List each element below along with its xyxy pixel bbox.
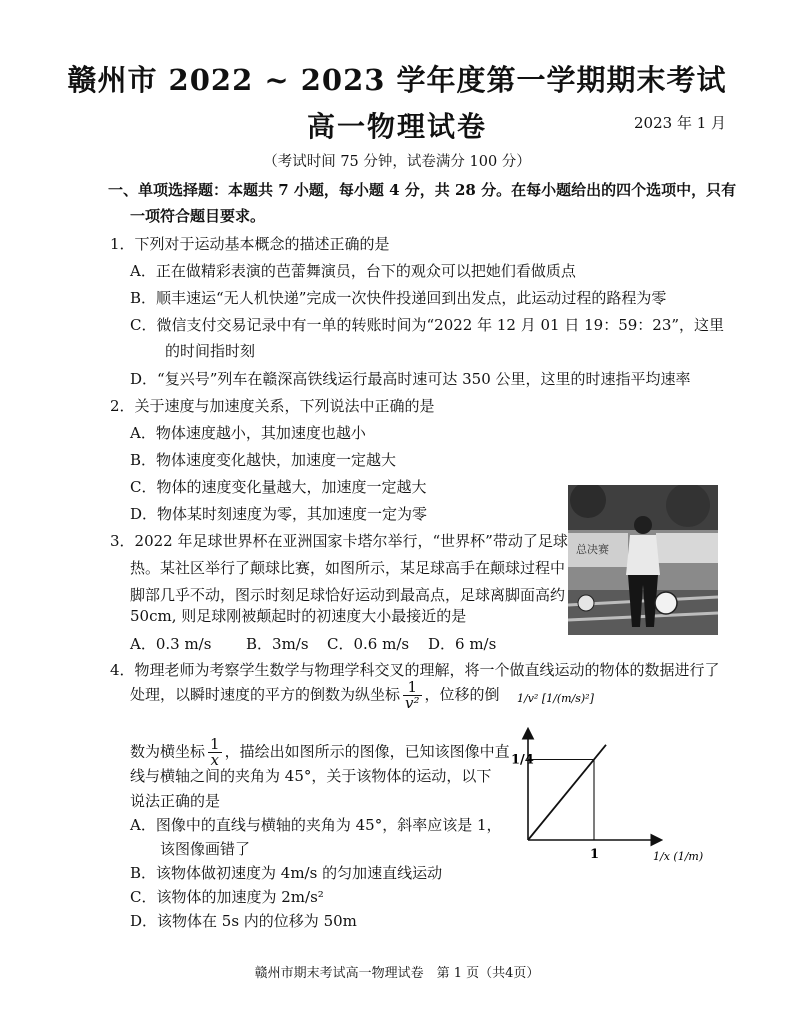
q1-option-d: D．“复兴号”列车在赣深高铁线运行最高时速可达 350 公里，这里的时速指平均速率 [130,370,691,388]
inv-v2-fraction [403,680,422,711]
x-axis-label: 1/x (1/m) [653,850,704,863]
q4-option-b: B．该物体做初速度为 4m/s 的匀加速直线运动 [130,864,443,882]
q4-graph [505,690,715,870]
q2-option-a: A．物体速度越小，其加速度也越小 [130,424,366,442]
q4-option-d: D．该物体在 5s 内的位移为 50m [130,912,357,930]
fraction-numerator: 1 [403,680,422,696]
section-heading: 一、单项选择题：本题共 7 小题，每小题 4 分，共 28 分。在每小题给出的四个选项中，只有 [108,181,737,199]
exam-subtitle: 高一物理试卷 [306,110,487,143]
q2-option-d: D．物体某时刻速度为零，其加速度一定为零 [130,505,428,523]
q1-option-b: B．顺丰速运“无人机快递”完成一次快件投递回到出发点，此运动过程的路程为零 [130,289,667,307]
q3-line-3: 脚部几乎不动，图示时刻足球恰好运动到最高点，足球离脚面高约 [130,586,566,604]
q1-option-c-cont: 的时间指时刻 [165,342,256,360]
q2-option-b: B．物体速度变化越快，加速度一定越大 [130,451,397,469]
q1-stem: 1．下列对于运动基本概念的描述正确的是 [110,235,390,253]
page-footer: 赣州市期末考试高一物理试卷 第 1 页（共4页） [254,966,540,981]
football-player-photo [568,485,718,635]
q4-line-1: 4．物理老师为考察学生数学与物理学科交叉的理解，将一个做直线运动的物体的数据进行了 [110,661,720,679]
q1-option-a: A．正在做精彩表演的芭蕾舞演员，台下的观众可以把她们看做质点 [130,262,576,280]
photo-banner-text: 总决赛 [576,543,609,556]
q4-line-3-text-b: ，描绘出如图所示的图像，已知该图像中直 [224,742,510,761]
q3-option-d: D．6 m/s [428,635,497,653]
q3-line-4: 50cm, 则足球刚被颠起时的初速度大小最接近的是 [130,607,467,625]
q3-line-2: 热。某社区举行了颠球比赛，如图所示，某足球高手在颠球过程中 [130,559,566,577]
q2-option-c: C．物体的速度变化量越大，加速度一定越大 [130,478,427,496]
exam-date: 2023 年 1 月 [634,114,727,132]
q2-stem: 2．关于速度与加速度关系，下列说法中正确的是 [110,397,435,415]
fraction-numerator: 1 [210,735,220,753]
q3-line-1: 3．2022 年足球世界杯在亚洲国家卡塔尔举行，“世界杯”带动了足球 [110,532,568,550]
exam-note: （考试时间 75 分钟，试卷满分 100 分） [263,154,531,170]
y-tick-label: 1/4 [511,752,534,768]
football-photo-graphic [568,485,718,635]
q4-line-2 [130,680,500,711]
q4-option-c: C．该物体的加速度为 2m/s² [130,888,324,906]
fraction-denominator: v² [405,694,420,712]
x-tick-label: 1 [590,847,600,862]
fraction-denominator: x [210,751,220,769]
q4-line-3-text-a: 数为横坐标 [130,742,206,761]
q4-line-2-text-b: ，位移的倒 [424,685,500,704]
q4-option-a: A．图像中的直线与横轴的夹角为 45°，斜率应该是 1， [130,816,502,834]
q4-option-a-cont: 该图像画错了 [160,840,251,858]
q4-line-3 [130,737,510,768]
y-axis-label: 1/v² [1/(m/s)²] [517,692,594,705]
section-heading-cont: 一项符合题目要求。 [130,207,266,225]
inv-x-fraction [208,737,222,768]
q1-option-c: C．微信支付交易记录中有一单的转账时间为“2022 年 12 月 01 日 19：59：23”，这里 [130,316,725,334]
q3-option-b: B．3m/s [246,635,309,653]
q4-line-2-text-a: 处理，以瞬时速度的平方的倒数为纵坐标 [130,685,401,704]
q3-option-a: A．0.3 m/s [130,635,212,653]
q4-line-5: 说法正确的是 [130,792,221,810]
q3-option-c: C．0.6 m/s [327,635,410,653]
q4-line-4: 线与横轴之间的夹角为 45°，关于该物体的运动，以下 [130,767,492,785]
exam-title: 赣州市 2022 ~ 2023 学年度第一学期期末考试 [67,63,727,97]
